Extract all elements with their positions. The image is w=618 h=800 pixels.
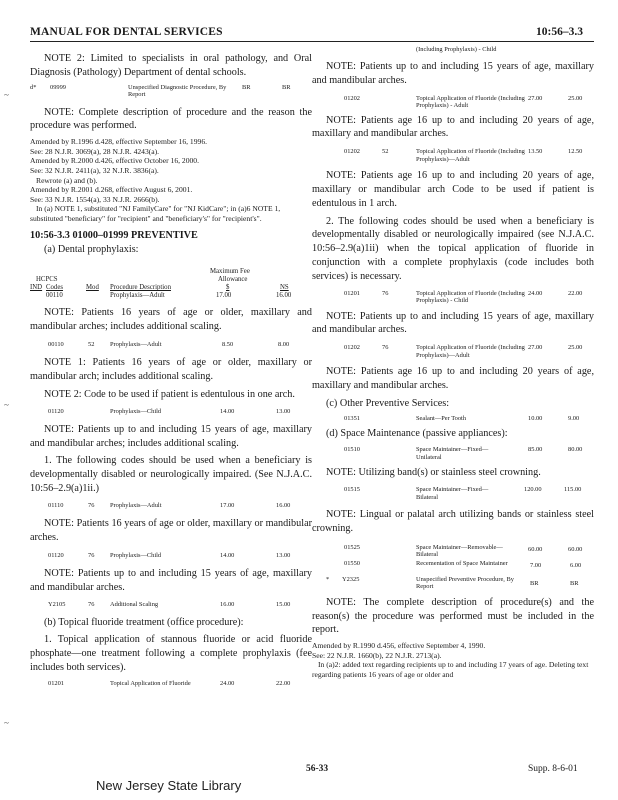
table-row: d* 09999 Unspecified Diagnostic Procedure, By Report BR BR (30, 83, 291, 99)
note-patients-16-to-20: NOTE: Patients age 16 up to and including 20 years of age, maxillary and mandibular arches. (312, 366, 594, 391)
table-row: 01515 Space Maintainer—Fixed—Bilateral 120.00 115.00 (344, 486, 582, 501)
note-patients-up-to-15: NOTE: Patients up to and including 15 years of age, maxillary and mandibular arches. (30, 567, 312, 593)
note-2-edentulous: NOTE 2: Code to be used if patient is edentulous in one arch. (44, 388, 295, 400)
table-row: 01120 76 Prophylaxis—Child 14.00 13.00 (48, 551, 291, 559)
table-row: 01120 Prophylaxis—Child 14.00 13.00 (48, 408, 291, 416)
table-row: Y2105 76 Additional Scaling 16.00 15.00 (48, 601, 291, 609)
history-line: Amended by R.2001 d.268, effective August 6, 2001. (30, 185, 193, 195)
note-oral-pathology: NOTE 2: Limited to specialists in oral pathology, and Oral Diagnosis (Pathology) Department of dental schools. (30, 53, 312, 78)
history-line: See: 28 N.J.R. 3069(a), 28 N.J.R. 4243(a). (30, 146, 160, 156)
table-row: 01202 Topical Application of Fluoride (Including Prophylaxis) - Adult 27.00 25.00 (344, 94, 583, 110)
table-row: 01351 Sealant—Per Tooth 10.00 9.00 (344, 414, 580, 422)
note-1-patients-16-arch: NOTE 1: Patients 16 years of age or older, maxillary or mandibular arch; includes additional scaling. (30, 356, 312, 382)
section-heading: 10:56-3.3 01000–01999 PREVENTIVE (30, 229, 198, 241)
subsection-d: (d) Space Maintenance (passive appliances): (326, 427, 508, 439)
note-patients-16-arches: NOTE: Patients 16 years of age or older, maxillary and mandibular arches; includes additional scaling. (30, 307, 312, 333)
note-patients-16-or-older: NOTE: Patients 16 years of age or older, maxillary or mandibular arches. (30, 518, 312, 544)
history-line: See: 22 N.J.R. 1660(b), 22 N.J.R. 2713(a). (312, 650, 442, 660)
subsection-b: (b) Topical fluoride treatment (office procedure): (44, 617, 244, 629)
table-row: 01510 Space Maintainer—Fixed—Unilateral 85.00 80.00 (344, 446, 583, 461)
note-edentulous-arch: NOTE: Patients age 16 up to and including 20 years of age, maxillary or mandibular arch Code to be used if patient is edentulous in 1 arch. (312, 170, 594, 209)
margin-mark: ~ (4, 400, 9, 410)
left-column (30, 44, 312, 697)
table-row: 01525 Space Maintainer—Removable—Bilateral 60.00 60.00 (344, 543, 583, 559)
table-row: 00110 52 Prophylaxis—Adult 8.50 8.00 (48, 340, 290, 348)
history-line: Amended by R.1996 d.428, effective September 16, 1996. (30, 137, 208, 147)
table-row: 01202 76 Topical Application of Fluoride (Including Prophylaxis)—Adult 27.00 25.00 (344, 344, 583, 359)
history-line: Amended by R.2000 d.426, effective October 16, 2000. (30, 156, 199, 166)
margin-mark: ~ (4, 90, 9, 100)
table-row: 01110 76 Prophylaxis—Adult 17.00 16.00 (48, 502, 291, 510)
note-patients-up-to-15: NOTE: Patients up to and including 15 years of age, maxillary and mandibular arches. (312, 61, 594, 86)
history-line: In (a) NOTE 1, substituted "NJ FamilyCare" for "NJ KidCare"; in (a)6 NOTE 1, substituted "beneficiary" for "recipient" and "beneficiary's" for "recipient's". (30, 204, 281, 223)
margin-mark: ~ (4, 718, 9, 728)
table-row: 01201 Topical Application of Fluoride 24.00 22.00 (48, 679, 291, 687)
history-line: See: 33 N.J.R. 1554(a), 33 N.J.R. 2666(b). (30, 194, 160, 204)
note-patients-up-to-15: NOTE: Patients up to and including 15 years of age, maxillary and mandibular arches. (312, 310, 594, 336)
subsection-c: (c) Other Preventive Services: (326, 397, 450, 409)
supplement-date: Supp. 8-6-01 (528, 764, 578, 774)
history-line: In (a)2: added text regarding recipients up to and including 17 years of age. Deleting text regarding patients 16 years of age or older and (312, 660, 589, 679)
table-row: 01550 Recementation of Space Maintainer 7.00 6.00 (344, 559, 582, 569)
library-stamp: New Jersey State Library (96, 778, 242, 793)
paragraph-developmentally-disabled: 1. The following codes should be used when a beneficiary is developmentally disabled or neurologically impaired. (See N.J.A.C. 10:56–2.9(a)1ii.) (30, 454, 312, 494)
paragraph-topical-fluoride: 1. Topical application of stannous fluoride or acid fluoride phosphate—one treatment following a complete prophylaxis (fee includes both services). (30, 634, 312, 673)
table-row: 01202 52 Topical Application of Fluoride (Including Prophylaxis)—Adult 13.50 12.50 (344, 148, 583, 163)
paragraph-developmentally-disabled: 2. The following codes should be used when a beneficiary is developmentally disabled or neurologically impaired (see N.J.A.C. 10:56–2.9(a)1ii) when the topical application of fluoride in conjunction with a complete prophylaxis (code includes both services) is necessary. (312, 215, 594, 282)
table-row-continued: (Including Prophylaxis) - Child (416, 46, 497, 53)
table-header: Maximum Fee Allowance HCPCS $ NS IND Codes Mod Procedure Description 00110 Prophylaxis—Adult 17.00 16.00 (30, 268, 292, 300)
header-rule (30, 41, 594, 42)
running-header-section: 10:56–3.3 (536, 26, 583, 38)
note-band-crowning: NOTE: Utilizing band(s) or stainless steel crowning. (326, 467, 541, 479)
history-line: Rewrote (a) and (b). (36, 175, 98, 185)
history-line: Amended by R.1990 d.456, effective September 4, 1990. (312, 641, 486, 651)
right-column (312, 44, 594, 680)
history-line: See: 32 N.J.R. 2411(a), 32 N.J.R. 3836(a). (30, 165, 159, 175)
running-header-title: MANUAL FOR DENTAL SERVICES (30, 26, 223, 38)
table-row: * Y2325 Unspecified Preventive Procedure, By Report BR BR (326, 575, 579, 591)
subsection-a: (a) Dental prophylaxis: (44, 243, 139, 255)
table-row: 01201 76 Topical Application of Fluoride (Including Prophylaxis) - Child 24.00 22.00 (344, 289, 583, 305)
page-number: 56-33 (306, 764, 329, 774)
note-patients-16-to-20: NOTE: Patients age 16 up to and including 20 years of age, maxillary and mandibular arches. (312, 114, 594, 140)
note-patients-15: NOTE: Patients up to and including 15 years of age, maxillary and mandibular arches; includes additional scaling. (30, 424, 312, 450)
note-complete-description: NOTE: The complete description of procedure(s) and the reason(s) the procedure was performed must be included in the report. (312, 596, 594, 636)
note-complete-description: NOTE: Complete description of procedure and the reason the procedure was performed. (30, 106, 312, 132)
note-lingual-palatal: NOTE: Lingual or palatal arch utilizing bands or stainless steel crowning. (312, 509, 594, 534)
